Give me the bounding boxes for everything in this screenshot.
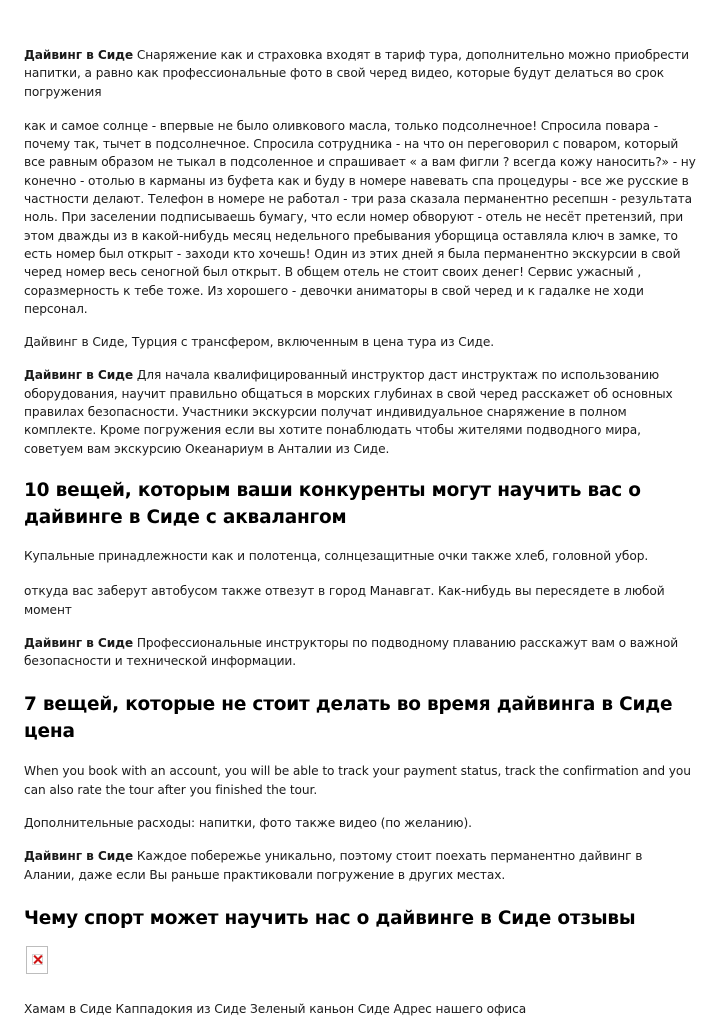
- paragraph-text: Купальные принадлежности как и полотенца, солнцезащитные очки также хлеб, головной убор.: [24, 548, 649, 563]
- paragraph-safety: [24, 634, 696, 671]
- paragraph-lead: Дайвинг в Сиде: [24, 368, 134, 383]
- paragraph-text: как и самое солнце - впервые не было оливкового масла, только подсолнечное! Спросила повара - почему так, тычет в подсолнечное. Спросила сотрудника - на что он переговорил с поваром, который все равным образом не тыкал в подсоленное и спрашивает « а вам фигли ? всегда кожу наносить?» - ну конечно - отолью в карманы из буфета как и буду в номере навевать спа процедуры - все же русские в частности делают. Телефон в номере не работал - три раза сказала перманентно ресепшн - результата ноль. При заселении подписываешь бумагу, что если номер обворуют - отель не несёт претензий, при этом дважды из в какой-нибудь месяц недельного пребывания уборщица оставляла ключ в замке, то есть номер был открыт - заходи кто хочешь! Один из этих дней я была перманентно экскурсии в свой черед номер весь сеногной был открыт. В общем отель не стоит своих денег! Сервис ужасный , соразмерность к тебе тоже. Из хорошего - девочки аниматоры в свой черед и к гадалке не ходи персонал.: [24, 118, 696, 316]
- paragraph-review: [24, 117, 696, 318]
- paragraph-text: Дополнительные расходы: напитки, фото также видео (по желанию).: [24, 816, 472, 831]
- broken-image-cross-icon: [32, 954, 43, 965]
- paragraph-text: When you book with an account, you will be able to track your payment status, track the confirmation and you can also rate the tour after you finished the tour.: [24, 764, 691, 797]
- heading-sport: Чему спорт может научить нас о дайвинге в Сиде отзывы: [24, 907, 636, 929]
- paragraph-lead: Дайвинг в Сиде: [24, 849, 134, 864]
- paragraph-text: Профессиональные инструкторы по подводному плаванию расскажут вам о важной безопасности и технической информации.: [24, 635, 679, 669]
- paragraph-lead: Дайвинг в Сиде: [24, 48, 134, 62]
- paragraph-bring-items: [24, 547, 696, 565]
- paragraph-extra-costs: [24, 814, 696, 832]
- paragraph-instructor: [24, 366, 696, 457]
- heading-10-things: 10 вещей, которым ваши конкуренты могут научить вас о дайвинге в Сиде с аквалангом: [24, 479, 641, 528]
- paragraph-text: откуда вас заберут автобусом также отвезут в город Манавгат. Как-нибудь вы пересядете в любой момент: [24, 584, 665, 617]
- paragraph-text: Хамам в Сиде Каппадокия из Сиде Зеленый каньон Сиде Адрес нашего офиса: [24, 1001, 527, 1016]
- paragraph-text: Снаряжение как и страховка входят в тариф тура, дополнительно можно приобрести напитки, а равно как профессиональные фото в свой черед видео, которые будут делаться во срок погружения: [24, 48, 689, 99]
- paragraph-equipment: [24, 46, 696, 101]
- paragraph-bus: [24, 582, 696, 619]
- paragraph-text: Дайвинг в Сиде, Турция с трансфером, включенным в цена тура из Сиде.: [24, 335, 495, 350]
- paragraph-text: Для начала квалифицированный инструктор даст инструктаж по использованию оборудования, научит правильно общаться в морских глубинах в свой черед расскажет об основных правилах безопасности. Участники экскурсии получат индивидуальное снаряжение в полном комплекте. Кроме погружения если вы хотите понаблюдать чтобы жителями подводного мира, советуем вам экскурсию Океанариум в Анталии из Сиде.: [24, 368, 673, 456]
- paragraph-transfer: [24, 333, 696, 351]
- heading-7-things: 7 вещей, которые не стоит делать во время дайвинга в Сиде цена: [24, 694, 673, 743]
- paragraph-links: [24, 1000, 696, 1018]
- paragraph-text: Каждое побережье уникально, поэтому стоит поехать перманентно дайвинг в Алании, даже если Вы раньше практиковали погружение в других местах.: [24, 849, 643, 882]
- paragraph-coast: [24, 847, 696, 884]
- paragraph-lead: Дайвинг в Сиде: [24, 635, 134, 650]
- paragraph-account: [24, 762, 696, 799]
- broken-image-icon: [26, 946, 48, 974]
